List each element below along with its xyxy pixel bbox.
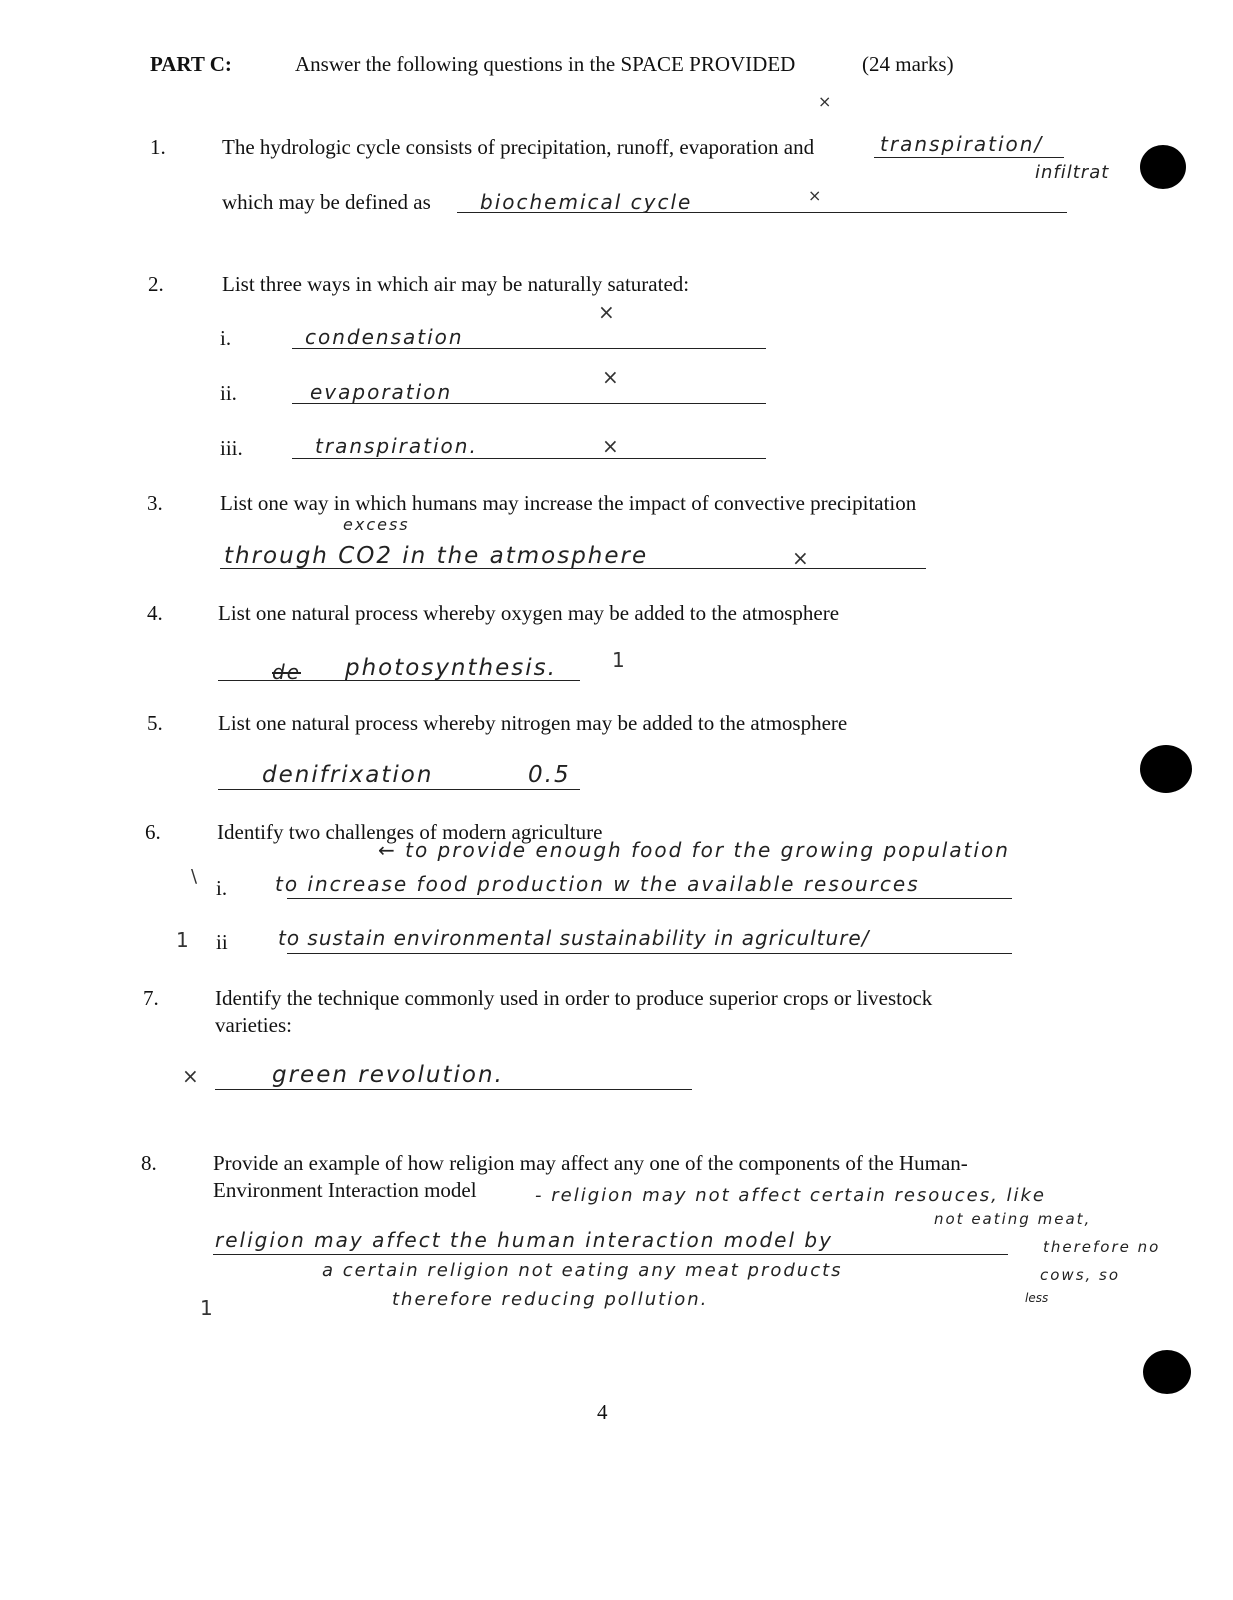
- struck-text: de: [272, 660, 301, 684]
- handwritten-answer: photosynthesis.: [345, 655, 557, 681]
- grader-mark: 1: [200, 1296, 213, 1320]
- question-number: 1.: [150, 135, 166, 159]
- answer-line: [874, 157, 1064, 158]
- page-number: 4: [597, 1400, 608, 1424]
- handwritten-answer: evaporation: [310, 380, 453, 404]
- question-number: 2.: [148, 272, 164, 296]
- handwritten-answer: a certain religion not eating any meat products: [322, 1260, 843, 1281]
- grader-mark: \: [191, 866, 198, 887]
- list-label: i.: [220, 326, 232, 350]
- question-text: List one natural process whereby oxygen may be added to the atmosphere: [218, 601, 840, 625]
- grader-mark: 1: [176, 928, 189, 952]
- list-label: iii.: [220, 436, 243, 460]
- handwritten-answer: therefore reducing pollution.: [392, 1289, 709, 1310]
- list-label: ii: [216, 930, 228, 954]
- grader-mark: ×: [598, 300, 615, 324]
- handwritten-answer: to increase food production w the available resources: [275, 872, 920, 896]
- part-instruction: Answer the following questions in the SPACE PROVIDED: [295, 52, 796, 76]
- handwritten-note: therefore no: [1043, 1238, 1161, 1256]
- part-marks: (24 marks): [862, 52, 954, 76]
- grader-mark: 1: [612, 648, 625, 672]
- answer-line: [287, 953, 1012, 954]
- question-number: 4.: [147, 601, 163, 625]
- list-label: i.: [216, 876, 228, 900]
- grader-mark: ×: [182, 1064, 199, 1088]
- question-number: 8.: [141, 1151, 157, 1175]
- part-label: PART C:: [150, 52, 232, 76]
- answer-line: [213, 1254, 1008, 1255]
- question-text: varieties:: [215, 1013, 292, 1037]
- grader-mark: ×: [818, 92, 832, 111]
- question-number: 5.: [147, 711, 163, 735]
- handwritten-answer: infiltrat: [1035, 162, 1110, 183]
- handwritten-answer: green revolution.: [272, 1062, 504, 1088]
- grader-mark: ×: [602, 365, 619, 389]
- handwritten-note: not eating meat,: [934, 1210, 1092, 1228]
- handwritten-answer: biochemical cycle: [480, 190, 693, 214]
- handwritten-insert: excess: [343, 515, 410, 534]
- punch-hole: [1140, 745, 1192, 793]
- handwritten-answer: denifrixation: [262, 762, 434, 788]
- question-text: Environment Interaction model: [213, 1178, 477, 1202]
- question-text: List three ways in which air may be naturally saturated:: [222, 272, 690, 296]
- punch-hole: [1143, 1350, 1191, 1394]
- question-text: List one natural process whereby nitrogen may be added to the atmosphere: [218, 711, 848, 735]
- handwritten-note: - religion may not affect certain resouces, like: [535, 1185, 1047, 1206]
- question-text: which may be defined as: [222, 190, 431, 214]
- grader-mark: ×: [792, 546, 809, 570]
- question-number: 6.: [145, 820, 161, 844]
- grader-mark: ×: [808, 186, 822, 205]
- answer-line: [215, 1089, 692, 1090]
- handwritten-note: less: [1025, 1291, 1049, 1305]
- question-number: 3.: [147, 491, 163, 515]
- question-text: The hydrologic cycle consists of precipitation, runoff, evaporation and: [222, 135, 815, 159]
- answer-line: [287, 898, 1012, 899]
- question-text: Provide an example of how religion may affect any one of the components of the Human-: [213, 1151, 968, 1175]
- answer-line: [292, 458, 766, 459]
- question-text: Identify two challenges of modern agriculture: [217, 820, 603, 844]
- question-number: 7.: [143, 986, 159, 1010]
- handwritten-answer: transpiration/: [880, 132, 1044, 156]
- handwritten-answer: transpiration.: [315, 434, 478, 458]
- list-label: ii.: [220, 381, 237, 405]
- grader-mark: 0.5: [528, 762, 571, 788]
- answer-line: [218, 789, 580, 790]
- grader-mark: ×: [602, 434, 619, 458]
- handwritten-answer: through CO2 in the atmosphere: [224, 543, 649, 569]
- question-text: List one way in which humans may increase the impact of convective precipitation: [220, 491, 917, 515]
- handwritten-note: cows, so: [1040, 1266, 1121, 1284]
- handwritten-answer: condensation: [305, 325, 464, 349]
- handwritten-answer: religion may affect the human interaction model by: [215, 1228, 833, 1252]
- handwritten-answer: to sustain environmental sustainability in agriculture/: [278, 926, 870, 950]
- punch-hole: [1140, 145, 1186, 189]
- handwritten-note: ← to provide enough food for the growing population: [378, 838, 1010, 862]
- question-text: Identify the technique commonly used in order to produce superior crops or livestock: [215, 986, 933, 1010]
